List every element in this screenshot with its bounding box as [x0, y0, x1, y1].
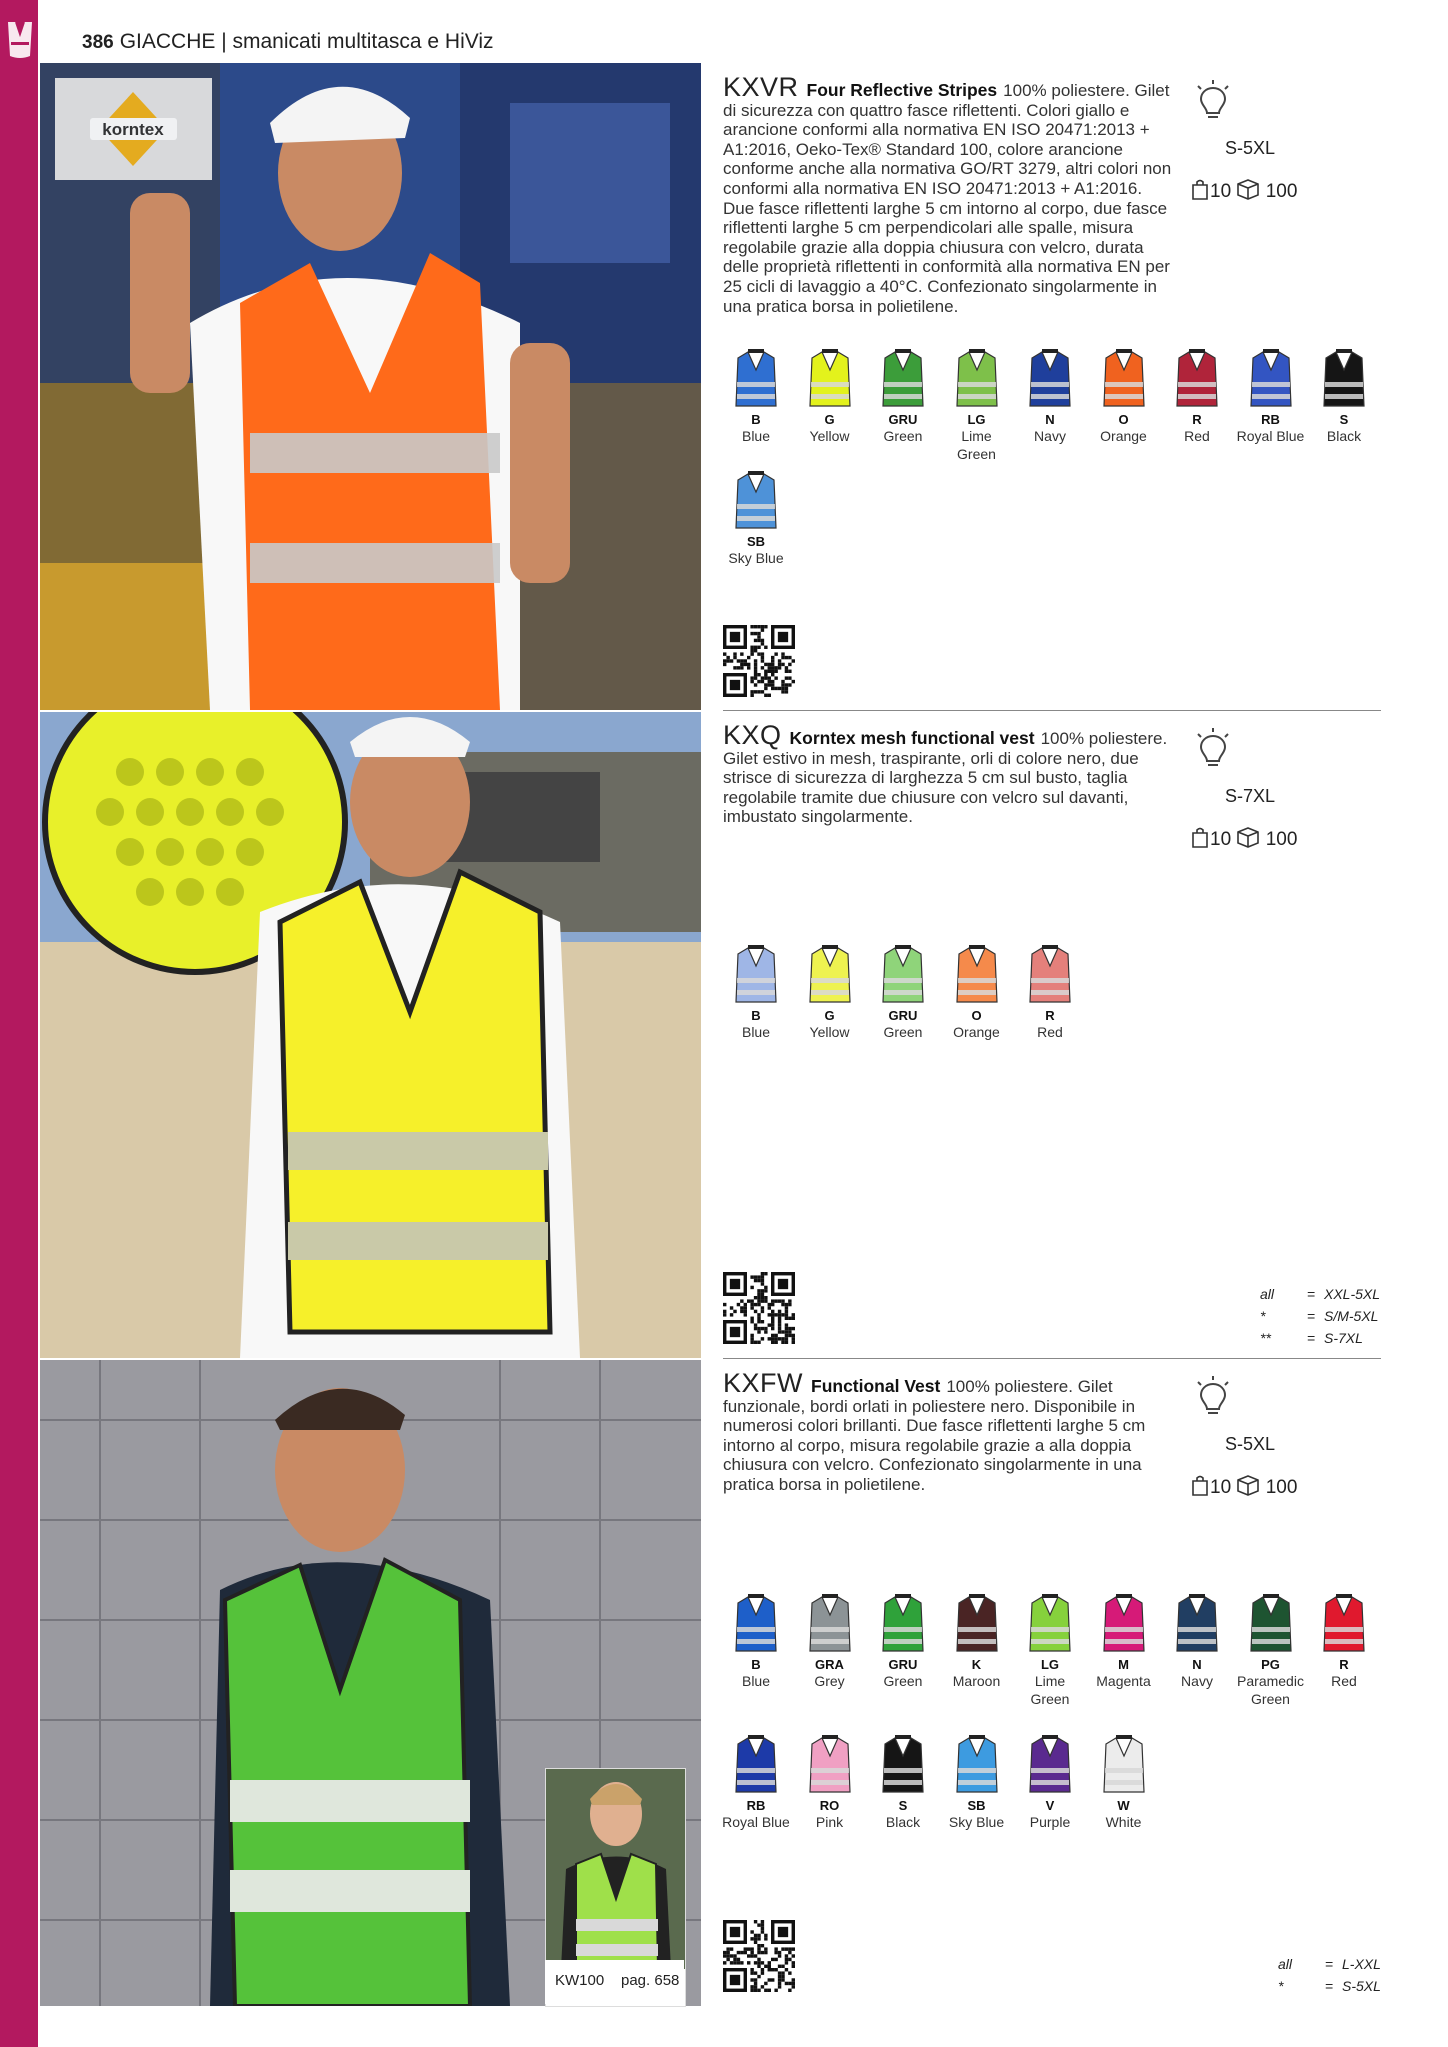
size-range: S-5XL	[1225, 1434, 1276, 1454]
vest-swatch-icon	[955, 348, 999, 410]
color-swatch-k[interactable]	[941, 1593, 1013, 1690]
section-divider	[723, 710, 1381, 711]
legend-key: *	[1278, 1978, 1284, 1994]
color-swatch-s[interactable]	[1308, 348, 1380, 445]
vest-swatch-icon	[734, 348, 778, 410]
color-swatch-sb[interactable]	[941, 1734, 1013, 1831]
color-swatch-w[interactable]	[1088, 1734, 1160, 1831]
color-swatch-r[interactable]	[1161, 348, 1233, 445]
vest-category-icon	[4, 20, 36, 60]
color-swatch-v[interactable]	[1014, 1734, 1086, 1831]
vest-swatch-icon	[881, 944, 925, 1006]
vest-swatch-icon	[1028, 348, 1072, 410]
legend-value: S-7XL	[1324, 1330, 1363, 1346]
vest-swatch-icon	[1322, 1593, 1366, 1655]
legend-key: *	[1260, 1308, 1266, 1324]
color-swatch-ro[interactable]	[794, 1734, 866, 1831]
pack-large-qty: 100	[1265, 181, 1298, 202]
color-code: LG	[967, 412, 986, 427]
vest-swatch-icon	[734, 1593, 778, 1655]
vest-swatch-icon	[881, 348, 925, 410]
inset-code: KW100	[555, 1972, 605, 1989]
product-name: Four Reflective Stripes	[806, 80, 998, 100]
color-swatch-lg[interactable]	[941, 348, 1013, 463]
color-code: W	[1117, 1798, 1130, 1813]
size-legend-kxfw	[1278, 1953, 1381, 1997]
product-name: Functional Vest	[811, 1376, 941, 1396]
pack-small-qty: 10	[1210, 181, 1232, 202]
lightbulb-icon	[1195, 80, 1231, 122]
pack-small-qty: 10	[1210, 829, 1232, 850]
color-swatch-n[interactable]	[1161, 1593, 1233, 1690]
pack-large-qty: 100	[1265, 1477, 1298, 1498]
color-name: Orange	[953, 1024, 1000, 1040]
page-header	[82, 30, 494, 54]
vest-swatch-icon	[1322, 348, 1366, 410]
color-code: N	[1192, 1657, 1202, 1672]
color-code: PG	[1261, 1657, 1280, 1672]
qr-code[interactable]	[723, 1920, 795, 1992]
vest-swatch-icon	[808, 1734, 852, 1796]
color-code: SB	[746, 534, 766, 549]
color-code: R	[1192, 412, 1202, 427]
vest-swatch-icon	[734, 944, 778, 1006]
vest-swatch-icon	[1102, 1734, 1146, 1796]
product-code: KXVR	[723, 72, 799, 102]
legend-key: **	[1260, 1330, 1271, 1346]
vest-swatch-icon	[1102, 348, 1146, 410]
color-swatch-r[interactable]	[1014, 944, 1086, 1041]
color-swatch-s[interactable]	[867, 1734, 939, 1831]
qr-code[interactable]	[723, 1272, 795, 1344]
bag-icon	[1190, 178, 1210, 200]
box-icon	[1236, 826, 1260, 848]
logo-wordmark: korntex	[102, 120, 164, 139]
color-name: Navy	[1034, 428, 1066, 444]
category-sidebar	[0, 0, 38, 2047]
page-number: 386	[82, 32, 114, 53]
pack-small-qty: 10	[1210, 1477, 1232, 1498]
color-name: Blue	[741, 428, 771, 444]
qr-code[interactable]	[723, 625, 795, 697]
legend-key: all	[1260, 1286, 1275, 1302]
qr-code-icon	[723, 1272, 795, 1344]
color-swatch-gru[interactable]	[867, 1593, 939, 1690]
size-legend-kxq	[1260, 1283, 1380, 1349]
product-description-kxfw	[723, 1368, 1173, 1495]
vest-swatch-icon	[1175, 348, 1219, 410]
legend-value: L-XXL	[1342, 1956, 1381, 1972]
color-name: Green	[883, 1673, 923, 1689]
packaging-info	[1190, 826, 1297, 851]
product-code: KXFW	[723, 1368, 803, 1398]
color-name: White	[1105, 1814, 1142, 1830]
color-code: GRU	[888, 412, 918, 427]
product-description-kxq	[723, 720, 1173, 827]
color-code: M	[1118, 1657, 1129, 1672]
color-swatch-b[interactable]	[720, 944, 792, 1041]
product-name: Korntex mesh functional vest	[789, 728, 1035, 748]
color-code: RO	[819, 1798, 840, 1813]
color-code: LG	[1040, 1657, 1060, 1672]
legend-row: * = S-5XL	[1278, 1975, 1381, 1997]
product-text: 100% poliestere. Gilet estivo in mesh, traspirante, orli di colore nero, due strisce di sicurezza di larghezza 5 cm sul busto, taglia regolabile tramite due chiusure con velcro sul davanti, imbustato singolarmente.	[723, 729, 1168, 827]
color-name: Red	[1184, 428, 1210, 444]
color-code: R	[1045, 1008, 1055, 1023]
color-swatch-m[interactable]	[1088, 1593, 1160, 1690]
vest-swatch-icon	[955, 944, 999, 1006]
product-photo-kxq	[40, 712, 701, 1358]
size-range: S-7XL	[1225, 786, 1276, 806]
legend-value: S-5XL	[1342, 1978, 1381, 1994]
color-code: B	[751, 412, 761, 427]
color-code: B	[751, 1008, 761, 1023]
vest-swatch-icon	[1249, 348, 1293, 410]
vest-swatch-icon	[881, 1734, 925, 1796]
box-icon	[1236, 178, 1260, 200]
pack-large-qty: 100	[1265, 829, 1298, 850]
legend-row: all = XXL-5XL	[1260, 1283, 1380, 1305]
color-name: Green	[883, 428, 923, 444]
product-text: 100% poliestere. Gilet funzionale, bordi orlati in poliestere nero. Disponibile in numerosi colori brillanti. Due fasce riflettenti larghe 5 cm intorno al corpo, misura regolabile grazie a alla doppia chiusura con velcro. Confezionato singolarmente in una pratica borsa in polietilene.	[723, 1377, 1146, 1494]
color-name: Royal Blue	[722, 1814, 790, 1830]
vest-swatch-icon	[881, 1593, 925, 1655]
vest-swatch-icon	[808, 1593, 852, 1655]
color-code: R	[1339, 1657, 1349, 1672]
color-swatch-gru[interactable]	[867, 944, 939, 1041]
vest-swatch-icon	[1102, 1593, 1146, 1655]
legend-key: all	[1278, 1956, 1293, 1972]
color-name: Purple	[1029, 1814, 1071, 1830]
color-swatch-o[interactable]	[941, 944, 1013, 1041]
qr-code-icon	[723, 1920, 795, 1992]
korntex-logo	[55, 78, 212, 180]
product-text: 100% poliestere. Gilet di sicurezza con quattro fasce riflettenti. Colori giallo e arancione conformi alla normativa EN ISO 20471:2013 + A1:2016, Oeko-Tex® Standard 100, colore arancione conforme anche alla normativa GO/RT 3279, altri colori non conformi alla normativa EN ISO 20471:2013 + A1:2016. Due fasce riflettenti larghe 5 cm intorno al corpo, due fasce riflettenti larghe 5 cm perpendicolari alle spalle, misura regolabile grazie alla doppia chiusura con velcro, durata delle proprietà riflettenti in conformità alla normativa EN per 25 cicli di lavaggio a 40°C. Confezionato singolarmente in una pratica borsa in polietilene.	[723, 81, 1172, 316]
color-code: K	[971, 1657, 982, 1672]
qr-code-icon	[723, 625, 795, 697]
color-code: RB	[1261, 412, 1280, 427]
vest-swatch-icon	[1249, 1593, 1293, 1655]
legend-value: XXL-5XL	[1324, 1286, 1381, 1302]
color-code: RB	[746, 1798, 766, 1813]
section-title: GIACCHE | smanicati multitasca e HiViz	[119, 30, 494, 53]
product-code: KXQ	[723, 720, 782, 750]
color-name: Navy	[1181, 1673, 1213, 1689]
color-code: G	[824, 412, 835, 427]
color-code: O	[1118, 412, 1129, 427]
color-name: Sky Blue	[728, 550, 784, 566]
color-swatch-o[interactable]	[1088, 348, 1160, 445]
vest-swatch-icon	[955, 1593, 999, 1655]
color-swatch-b[interactable]	[720, 1593, 792, 1690]
color-code: B	[751, 1657, 761, 1672]
color-name: Black	[1326, 428, 1362, 444]
color-code: GRA	[815, 1657, 844, 1672]
color-name: Lime Green	[957, 428, 996, 462]
color-code: SB	[967, 1798, 986, 1813]
color-code: S	[1339, 412, 1349, 427]
color-swatch-g[interactable]	[794, 944, 866, 1041]
legend-row: all = L-XXL	[1278, 1953, 1381, 1975]
inset-reference	[545, 1960, 684, 2004]
color-name: Black	[885, 1814, 921, 1830]
color-name: Paramedic Green	[1237, 1673, 1304, 1707]
color-name: Blue	[741, 1673, 771, 1689]
legend-row: ** = S-7XL	[1260, 1327, 1380, 1349]
color-name: Red	[1037, 1024, 1063, 1040]
packaging-info	[1190, 178, 1297, 203]
color-code: N	[1045, 412, 1055, 427]
color-swatch-lg[interactable]	[1014, 1593, 1086, 1708]
color-name: Red	[1331, 1673, 1357, 1689]
vest-swatch-icon	[955, 1734, 999, 1796]
color-name: Grey	[814, 1673, 845, 1689]
lightbulb-icon	[1195, 728, 1231, 770]
color-code: S	[898, 1798, 908, 1813]
color-name: Magenta	[1096, 1673, 1151, 1689]
color-name: Sky Blue	[948, 1814, 1005, 1830]
vest-swatch-icon	[1028, 944, 1072, 1006]
color-name: Pink	[815, 1814, 844, 1830]
vest-swatch-icon	[1175, 1593, 1219, 1655]
lightbulb-icon	[1195, 1376, 1231, 1418]
inset-page-link[interactable]: pag. 658	[621, 1972, 680, 1989]
color-name: Green	[883, 1024, 923, 1040]
vest-swatch-icon	[734, 470, 778, 532]
color-swatch-b[interactable]	[720, 348, 792, 445]
vest-swatch-icon	[808, 944, 852, 1006]
color-name: Royal Blue	[1236, 428, 1305, 444]
bag-icon	[1190, 826, 1210, 848]
color-name: Yellow	[809, 1024, 850, 1040]
color-swatch-gru[interactable]	[867, 348, 939, 445]
color-code: GRU	[888, 1657, 918, 1672]
color-swatch-g[interactable]	[794, 348, 866, 445]
color-swatch-rb[interactable]	[720, 1734, 792, 1831]
section-divider	[723, 1358, 1381, 1359]
legend-row: * = S/M-5XL	[1260, 1305, 1380, 1327]
bag-icon	[1190, 1474, 1210, 1496]
vest-swatch-icon	[1028, 1734, 1072, 1796]
color-swatch-n[interactable]	[1014, 348, 1086, 445]
color-code: O	[971, 1008, 982, 1023]
size-range: S-5XL	[1225, 138, 1276, 158]
legend-value: S/M-5XL	[1324, 1308, 1379, 1324]
vest-swatch-icon	[734, 1734, 778, 1796]
color-code: G	[824, 1008, 835, 1023]
packaging-info	[1190, 1474, 1297, 1499]
color-swatch-gra[interactable]	[794, 1593, 866, 1690]
vest-swatch-icon	[808, 348, 852, 410]
product-description-kxvr	[723, 72, 1173, 316]
color-swatch-rb[interactable]	[1235, 348, 1307, 445]
color-code: GRU	[888, 1008, 918, 1023]
color-name: Yellow	[809, 428, 850, 444]
color-name: Orange	[1100, 428, 1147, 444]
box-icon	[1236, 1474, 1260, 1496]
color-swatch-pg[interactable]	[1235, 1593, 1307, 1708]
vest-swatch-icon	[1028, 1593, 1072, 1655]
color-code: V	[1045, 1798, 1055, 1813]
color-name: Maroon	[952, 1673, 1001, 1689]
color-name: Blue	[741, 1024, 771, 1040]
color-swatch-sb[interactable]	[720, 470, 792, 567]
color-swatch-r[interactable]	[1308, 1593, 1380, 1690]
color-name: Lime Green	[1030, 1673, 1070, 1707]
